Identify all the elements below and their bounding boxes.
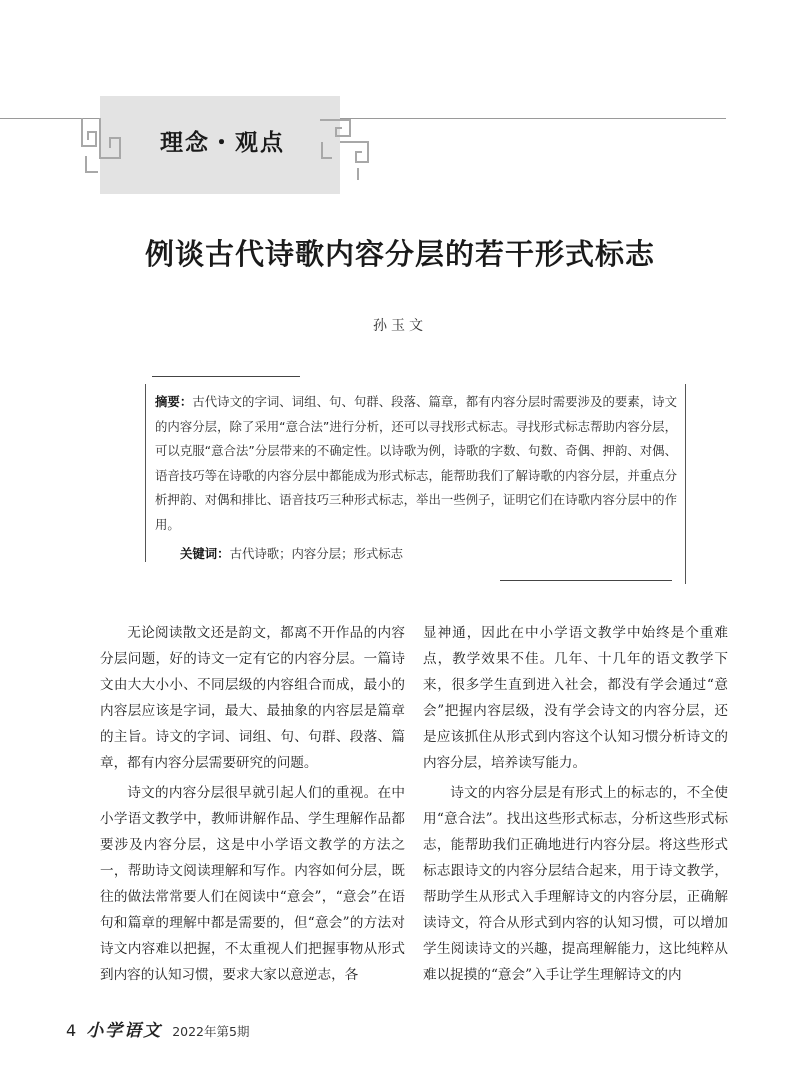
abstract-label: 摘要： — [155, 394, 193, 409]
keywords-text: 古代诗歌；内容分层；形式标志 — [229, 546, 404, 561]
header-rule-right — [340, 118, 726, 119]
keywords-label: 关键词： — [180, 546, 230, 561]
paragraph: 诗文的内容分层是有形式上的标志的，不全使用“意合法”。找出这些形式标志，分析这些形式标志，能帮助我们正确地进行内容分层。将这些形式标志跟诗文的内容分层结合起来，用于诗文教学，帮助学生从形式入手理解诗文的内容分层，正确解读诗文，符合从形式到内容的认知习惯，可以增加学生阅读诗文的兴趣，提高理解能力，这比纯粹从难以捉摸的“意会”入手让学生理解诗文的内 — [423, 785, 728, 983]
abstract — [155, 390, 677, 537]
body-column-left — [100, 620, 405, 992]
article-title: 例谈古代诗歌内容分层的若干形式标志 — [144, 237, 655, 271]
section-title: 理念・观点 — [160, 129, 285, 156]
abstract-text: 古代诗文的字词、词组、句、句群、段落、篇章，都有内容分层时需要涉及的要素，诗文的内容分层，除了采用“意合法”进行分析，还可以寻找形式标志。寻找形式标志帮助内容分层，可以克服“意合法”分层带来的不确定性。以诗歌为例，诗歌的字数、句数、奇偶、押韵、对偶、语音技巧等在诗歌的内容分层中都能成为形式标志，能帮助我们了解诗歌的内容分层，并重点分析押韵、对偶和排比、语音技巧三种形式标志，举出一些例子，证明它们在诗歌内容分层中的作用。 — [155, 394, 678, 532]
abstract-rule-bottom — [500, 580, 672, 581]
abstract-rule-top — [152, 376, 300, 377]
paragraph: 诗文的内容分层很早就引起人们的重视。在中小学语文教学中，教师讲解作品、学生理解作品都要涉及内容分层，这是中小学语文教学的方法之一，帮助诗文阅读理解和写作。内容如何分层，既往的做法常常要人们在阅读中“意会”，“意会”在语句和篇章的理解中都是需要的，但“意会”的方法对诗文内容难以把握，不太重视人们把握事物从形式到内容的认知习惯，要求大家以意逆志，各 — [100, 785, 405, 983]
fret-ornament-right — [318, 112, 382, 182]
abstract-rule-left — [145, 384, 146, 562]
body-column-right — [423, 620, 728, 992]
paragraph-continued: 显神通，因此在中小学语文教学中始终是个重难点，教学效果不佳。几年、十几年的语文教学下来，很多学生直到进入社会，都没有学会通过“意会”把握内容层级，没有学会诗文的内容分层，还是应该抓住从形式到内容这个认知习惯分析诗文的内容分层，培养读写能力。 — [423, 625, 728, 771]
journal-logo: 小学语文 — [86, 1021, 163, 1041]
issue-info: 2022年第5期 — [172, 1024, 250, 1039]
author: 孙玉文 — [373, 318, 427, 334]
page-footer — [66, 1016, 249, 1041]
keywords — [180, 544, 403, 562]
page-number: 4 — [66, 1021, 77, 1040]
fret-ornament-left — [76, 116, 136, 176]
abstract-rule-right — [685, 384, 686, 584]
paragraph: 无论阅读散文还是韵文，都离不开作品的内容分层问题，好的诗文一定有它的内容分层。一篇诗文由大大小小、不同层级的内容组合而成，最小的内容层应该是字词，最大、最抽象的内容层是篇章的主旨。诗文的字词、词组、句、句群、段落、篇章，都有内容分层需要研究的问题。 — [100, 625, 405, 771]
